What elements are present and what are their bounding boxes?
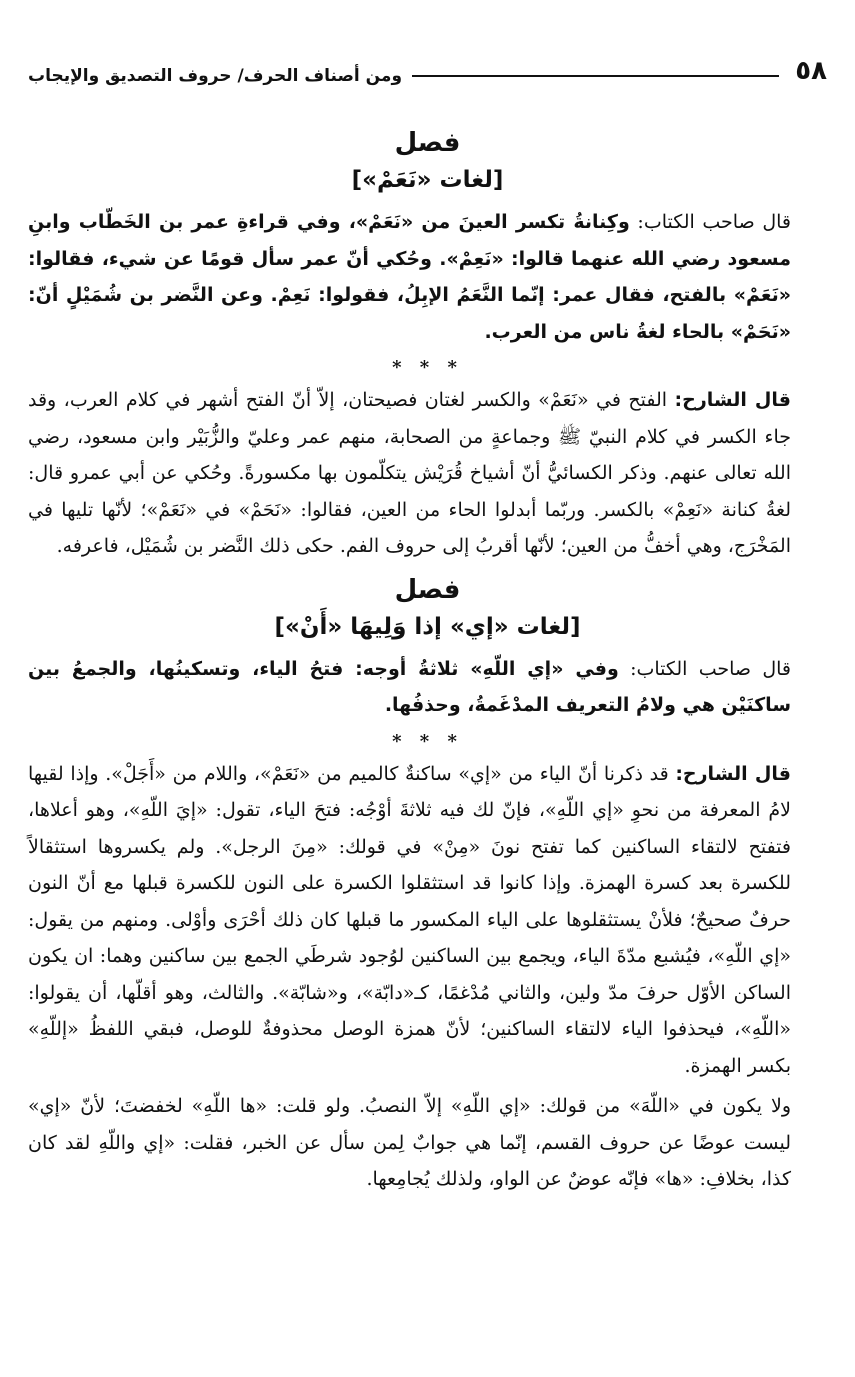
closing-paragraph: ولا يكون في «اللّهَ» من قولك: «إي اللّهِ» إلاّ النصبُ. ولو قلت: «ها اللّهِ» لخفضتَ؛ لأنّ «إي» ليست عوضًا عن حروف القسم، إنّما هي جوابٌ لِمن سأل عن الخبر، فقلت: «إي واللّهِ لقد كان كذا، بخلافِ: «ها» فإنّه عوضٌ عن الواو، ولذلك يُجامِعها.: [28, 1095, 791, 1190]
section-subheading: [لغات «نَعَمْ»]: [351, 167, 504, 193]
section-iy: [28, 571, 827, 1198]
running-header: [28, 52, 827, 86]
header-rule: [412, 75, 779, 77]
commentator-label: قال الشارح:: [675, 762, 791, 785]
separator-stars: * * *: [392, 357, 463, 378]
commentator-text: الفتح في «نَعَمْ» والكسر لغتان فصيحتان، إلاّ أنّ الفتح أشهر في كلام العرب، وقد جاء الكسر في كلام النبيّ ﷺ وجماعةٍ من الصحابة، منهم عمر وعليّ والزُّبَيْر وابن مسعود، رضي الله تعالى عنهم. وذكر الكسائيُّ أنّ أشياخ قُرَيْش يتكلّمون بها مكسورةً. وحُكي عن أبي عمرو قال: لغةُ كنانة «نَعِمْ» بالكسر. وربّما أبدلوا الحاء من العين، فقالوا: «نَحَمْ» في «نَعَمْ»؛ لأنّها تليها في المَخْرَج، وهي أخفُّ من العين؛ لأنّها أقربُ إلى حروف الفم. حكى ذلك النَّضر بن شُمَيْل، فاعرفه.: [28, 389, 792, 557]
section-na-am: [28, 124, 827, 565]
separator-stars: * * *: [392, 730, 463, 752]
section-heading: فصل: [394, 128, 461, 158]
author-text: وكِنانةُ تكسر العينَ من «نَعَمْ»، وفي قراءةِ عمر بن الخَطّاب وابنِ مسعود رضي الله عنهما قالوا: «نَعِمْ». وحُكي أنّ عمر سأل قومًا عن شيء، فقالوا: «نَعَمْ» بالفتح، فقال عمر: إنّما النَّعَمُ الإبِلُ، فقولوا: نَعِمْ. وعن النَّضر بن شُمَيْلٍ أنّ: «نَحَمْ» بالحاء لغةُ ناس من العرب.: [28, 211, 791, 343]
author-paragraph: [28, 204, 827, 350]
section-heading: فصل: [394, 574, 461, 605]
commentator-paragraph: [28, 756, 827, 1085]
commentator-paragraph: [28, 382, 827, 565]
commentator-label: قال الشارح:: [674, 389, 791, 411]
commentator-text: قد ذكرنا أنّ الياء من «إي» ساكنةٌ كالميم من «نَعَمْ»، واللام من «أَجَلْ». وإذا لقيها لامُ المعرفة من نحوِ «إي اللّهِ»، فإنّ لك فيه ثلاثةَ أوْجُه: فتحَ الياء، تقول: «إيَ اللّهِ»، وهو أعلاها، فتفتح لالتقاء الساكنين كما تفتح نونَ «مِنْ» في قولك: «مِنَ الرجل». ولم يكسروها استثقالاً للكسرة بعد كسرة الهمزة. وإذا كانوا قد استثقلوا الكسرة على النون للكسرة قبلها مع أنّ النون حرفٌ صحيحٌ؛ فلأنْ يستثقلوها على الياء المكسور ما قبلها كان ذلك أحْرَى وأوْلى. ومنهم من يقول: «إي اللّهِ»، فيُشبع مدّةَ الياء، ويجمع بين الساكنين لوُجود شرطَي الجمع بين ساكنين وهما: ان يكون الساكن الأوّل حرفَ مدّ ولين، والثاني مُدْغمًا، كـ«دابّة»، و«شابّة». والثالث، وهو أقلّها، أن يقولوا: «اللّهِ»، فيحذفوا الياء لالتقاء الساكنين؛ لأنّ همزة الوصل محذوفةٌ للوصل، فبقي اللفظُ «إللّهِ» بكسر الهمزة.: [28, 762, 791, 1077]
page-number: ٥٨: [795, 56, 827, 86]
author-label: قال صاحب الكتاب:: [637, 211, 792, 233]
section-subheading: [لغات «إي» إذا وَلِيهَا «أَنْ»]: [274, 613, 581, 640]
running-header-title: ومن أصناف الحرف/ حروف التصديق والإيجاب: [28, 66, 403, 86]
author-text: وفي «إي اللّهِ» ثلاثةُ أوجه: فتحُ الياء، وتسكينُها، والجمعُ بين ساكنَيْن هي ولامُ التعريف المدْغَمةُ، وحذفُها.: [28, 657, 791, 716]
author-paragraph: [28, 651, 827, 724]
author-label: قال صاحب الكتاب:: [630, 657, 791, 680]
